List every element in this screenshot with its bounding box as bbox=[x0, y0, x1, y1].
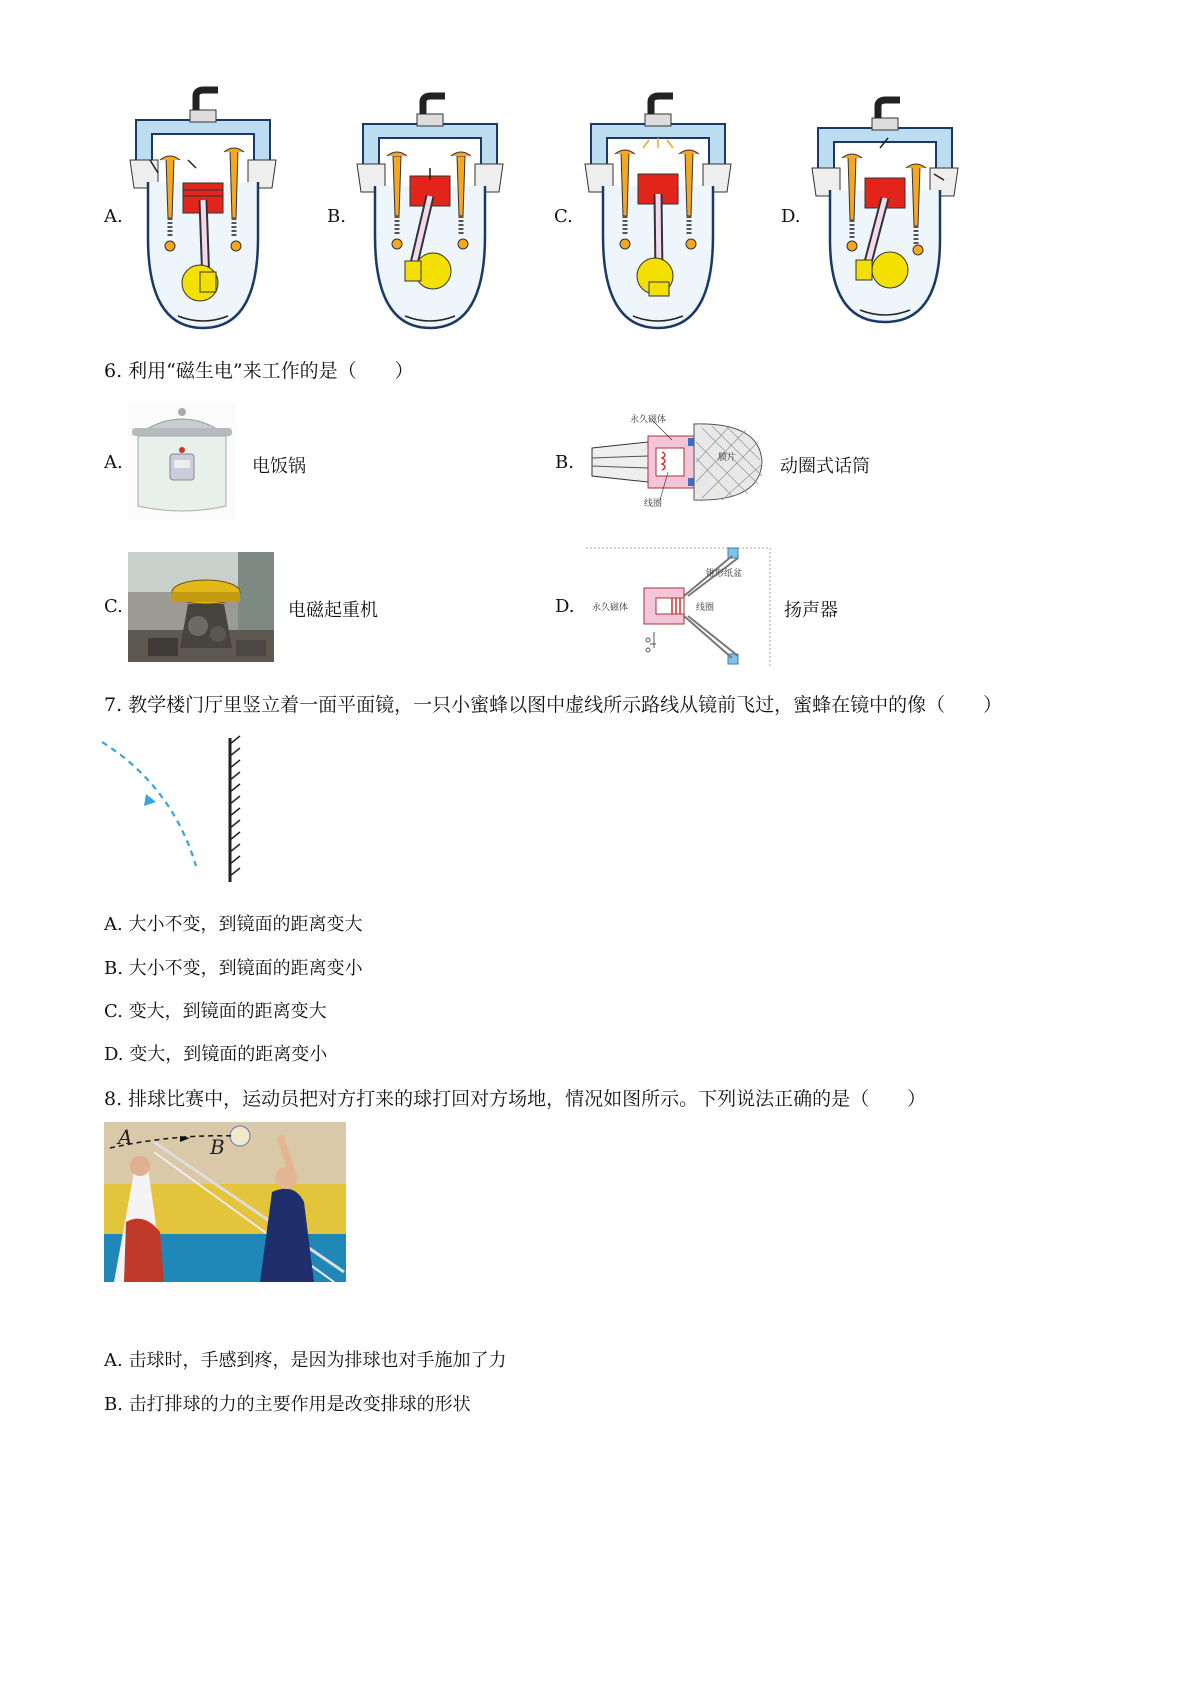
mic-label-diaphragm: 膜片 bbox=[718, 453, 737, 463]
loudspeaker-diagram bbox=[584, 546, 774, 668]
q5-option-d-letter[interactable]: D. bbox=[781, 206, 801, 227]
q8-option-a[interactable]: A. 击球时，手感到疼，是因为排球也对手施加了力 bbox=[104, 1350, 507, 1371]
microphone-diagram bbox=[582, 414, 772, 510]
q5-option-b-letter[interactable]: B. bbox=[327, 206, 346, 227]
volleyball-photo bbox=[104, 1122, 346, 1282]
speaker-label-coil: 线圈 bbox=[696, 603, 715, 613]
q6-stem: 6. 利用“磁生电”来工作的是（ ） bbox=[104, 360, 414, 382]
q6-option-a-letter[interactable]: A. bbox=[104, 452, 123, 473]
speaker-label-cone: 锥形纸盆 bbox=[706, 569, 743, 579]
q7-option-d[interactable]: D. 变大，到镜面的距离变小 bbox=[104, 1044, 328, 1065]
q5-option-a-letter[interactable]: A. bbox=[104, 206, 123, 227]
q6-option-b-letter[interactable]: B. bbox=[555, 452, 574, 473]
q7-stem: 7. 教学楼门厅里竖立着一面平面镜，一只小蜜蜂以图中虚线所示路线从镜前飞过，蜜蜂在镜中的像（ ） bbox=[104, 694, 1003, 716]
rice-cooker-image bbox=[128, 402, 236, 520]
q8-option-b[interactable]: B. 击打排球的力的主要作用是改变排球的形状 bbox=[104, 1394, 471, 1415]
engine-diagram-b bbox=[355, 96, 505, 336]
photo-label-b: B bbox=[210, 1135, 225, 1159]
path-arrow bbox=[144, 794, 156, 806]
photo-label-a: A bbox=[118, 1125, 133, 1149]
electromagnetic-crane-photo bbox=[128, 552, 274, 662]
q7-option-a[interactable]: A. 大小不变，到镜面的距离变大 bbox=[104, 914, 363, 935]
q5-option-c-letter[interactable]: C. bbox=[554, 206, 573, 227]
q6-option-d-letter[interactable]: D. bbox=[555, 596, 575, 617]
engine-diagram-a bbox=[128, 88, 278, 338]
q7-option-c[interactable]: C. 变大，到镜面的距离变大 bbox=[104, 1001, 327, 1022]
q8-stem: 8. 排球比赛中，运动员把对方打来的球打回对方场地，情况如图所示。下列说法正确的是（ ） bbox=[104, 1088, 927, 1110]
q7-option-b[interactable]: B. 大小不变，到镜面的距离变小 bbox=[104, 958, 363, 979]
mirror-bee-path-figure bbox=[100, 736, 250, 886]
q6-option-c-text[interactable]: 电磁起重机 bbox=[288, 600, 378, 621]
mic-label-magnet: 永久磁体 bbox=[630, 415, 667, 425]
engine-diagram-c bbox=[583, 96, 733, 336]
speaker-label-magnet: 永久磁体 bbox=[592, 603, 629, 613]
q6-option-a-text[interactable]: 电饭锅 bbox=[252, 456, 306, 477]
mic-label-coil: 线圈 bbox=[644, 499, 663, 509]
q6-option-d-text[interactable]: 扬声器 bbox=[784, 600, 838, 621]
q6-option-c-letter[interactable]: C. bbox=[104, 596, 123, 617]
engine-diagram-d bbox=[810, 100, 960, 330]
q6-option-b-text[interactable]: 动圈式话筒 bbox=[780, 456, 870, 477]
